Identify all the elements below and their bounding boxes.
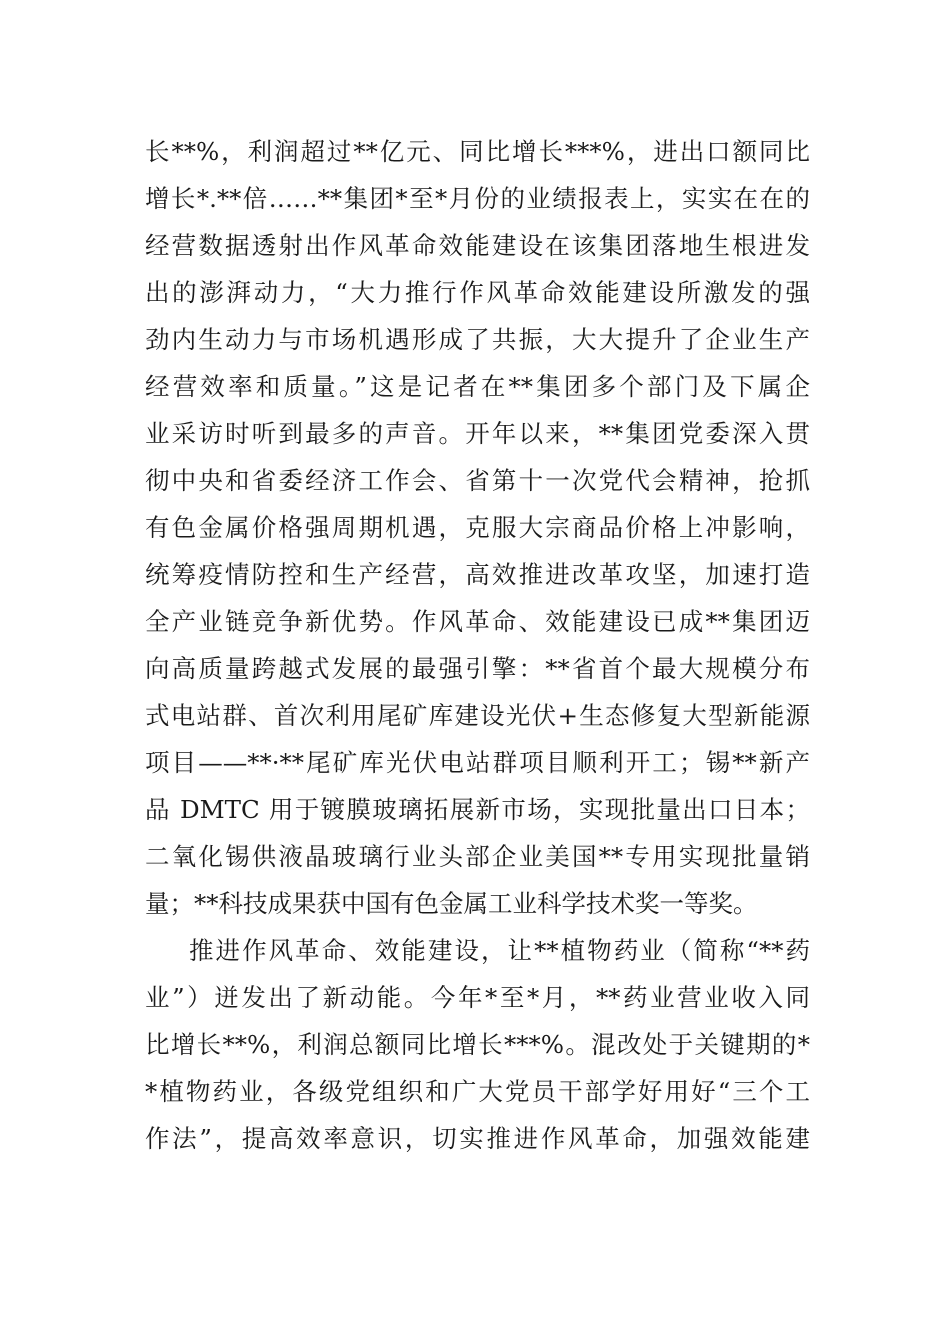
- paragraph-2-line-5: 作法”，提高效率意识，切实推进作风革命，加强效能建: [145, 1124, 810, 1153]
- paragraph-1-line-17: 量；**科技成果获中国有色金属工业科学技术奖一等奖。: [145, 889, 758, 918]
- paragraph-1-line-5: 劲内生动力与市场机遇形成了共振，大大提升了企业生产: [145, 325, 810, 354]
- paragraph-2-line-4: *植物药业，各级党组织和广大党员干部学好用好“三个工: [145, 1077, 810, 1106]
- paragraph-1-line-13: 式电站群、首次利用尾矿库建设光伏+生态修复大型新能源: [145, 701, 810, 730]
- paragraph-1-line-6: 经营效率和质量。”这是记者在**集团多个部门及下属企: [145, 372, 810, 401]
- paragraph-2-line-2: 业”）迸发出了新动能。今年*至*月，**药业营业收入同: [145, 983, 810, 1012]
- paragraph-1-line-12: 向高质量跨越式发展的最强引擎：**省首个最大规模分布: [145, 654, 810, 683]
- paragraph-1-line-2: 增长*.**倍……**集团*至*月份的业绩报表上，实实在在的: [145, 184, 810, 213]
- paragraph-1-line-10: 统筹疫情防控和生产经营，高效推进改革攻坚，加速打造: [145, 560, 810, 589]
- paragraph-1-line-4: 出的澎湃动力，“大力推行作风革命效能建设所激发的强: [145, 278, 810, 307]
- paragraph-1-line-11: 全产业链竞争新优势。作风革命、效能建设已成**集团迈: [145, 607, 810, 636]
- paragraph-1-line-8: 彻中央和省委经济工作会、省第十一次党代会精神，抢抓: [145, 466, 810, 495]
- paragraph-1-line-1: 长**%，利润超过**亿元、同比增长***%，进出口额同比: [145, 137, 810, 166]
- paragraph-2-line-1: 推进作风革命、效能建设，让**植物药业（简称“**药: [189, 936, 810, 965]
- paragraph-1-line-16: 二氧化锡供液晶玻璃行业头部企业美国**专用实现批量销: [145, 842, 810, 871]
- paragraph-1-line-15: 品 DMTC 用于镀膜玻璃拓展新市场，实现批量出口日本；: [145, 795, 810, 824]
- body-text: [145, 128, 810, 1162]
- paragraph-1-line-14: 项目——**·**尾矿库光伏电站群项目顺利开工；锡**新产: [145, 748, 810, 777]
- paragraph-2-line-3: 比增长**%，利润总额同比增长***%。混改处于关键期的*: [145, 1030, 810, 1059]
- paragraph-1-line-3: 经营数据透射出作风革命效能建设在该集团落地生根进发: [145, 231, 810, 260]
- paragraph-1-line-9: 有色金属价格强周期机遇，克服大宗商品价格上冲影响，: [145, 513, 810, 542]
- paragraph-1-line-7: 业采访时听到最多的声音。开年以来，**集团党委深入贯: [145, 419, 810, 448]
